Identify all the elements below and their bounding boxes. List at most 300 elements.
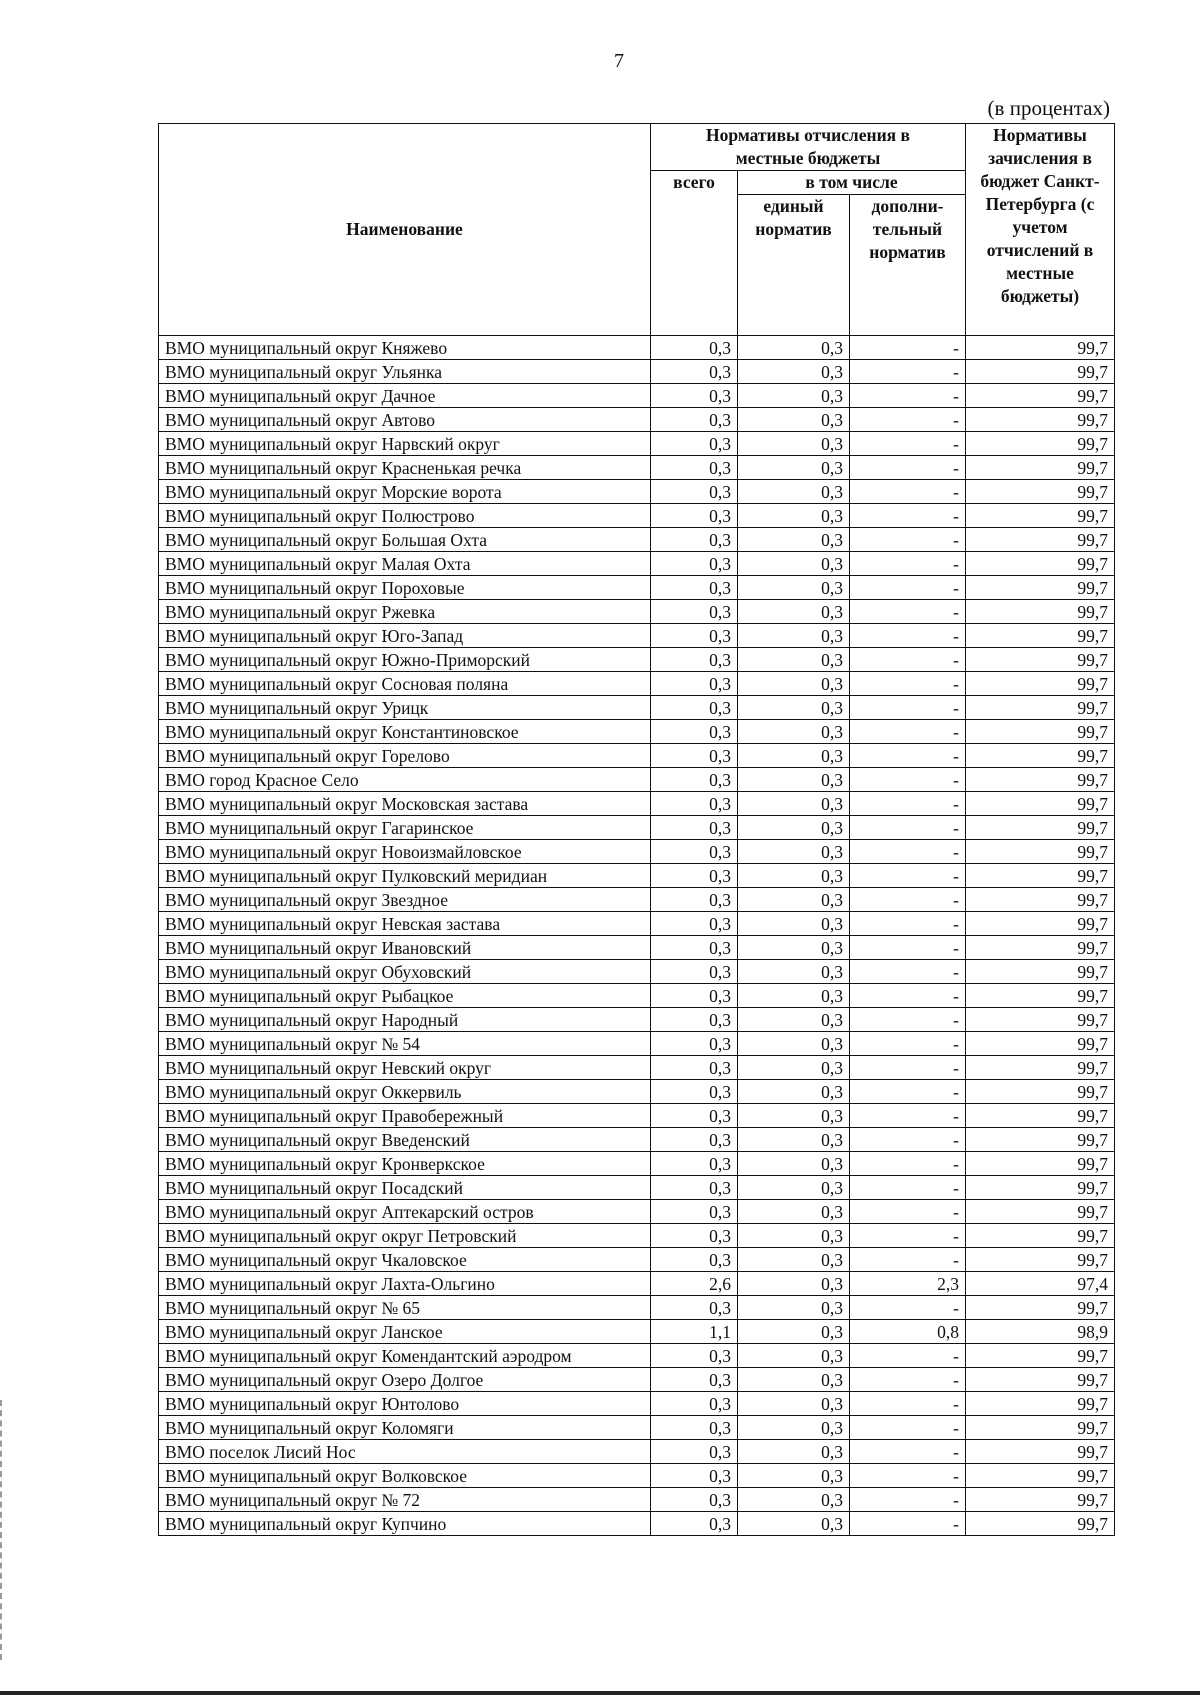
row-city: 98,9	[966, 1320, 1115, 1344]
row-additional: -	[850, 648, 966, 672]
header-single: единый норматив	[738, 195, 850, 336]
row-total: 0,3	[651, 720, 738, 744]
row-additional: 0,8	[850, 1320, 966, 1344]
row-name: ВМО муниципальный округ Обуховский	[159, 960, 651, 984]
table-row	[159, 1320, 1115, 1344]
table-row	[159, 1032, 1115, 1056]
row-city: 99,7	[966, 696, 1115, 720]
table-row	[159, 1512, 1115, 1536]
table-row	[159, 1080, 1115, 1104]
row-additional: -	[850, 1488, 966, 1512]
row-additional: -	[850, 1104, 966, 1128]
row-single: 0,3	[738, 648, 850, 672]
row-city: 99,7	[966, 792, 1115, 816]
table-row	[159, 360, 1115, 384]
row-total: 0,3	[651, 1344, 738, 1368]
row-single: 0,3	[738, 408, 850, 432]
row-total: 0,3	[651, 504, 738, 528]
row-name: ВМО муниципальный округ Константиновское	[159, 720, 651, 744]
row-single: 0,3	[738, 1272, 850, 1296]
row-name: ВМО муниципальный округ Комендантский аэродром	[159, 1344, 651, 1368]
header-city: Нормативы зачисления в бюджет Санкт-Петербурга (с учетом отчислений в местные бюджеты)	[966, 124, 1115, 336]
row-city: 99,7	[966, 1464, 1115, 1488]
table-body	[159, 336, 1115, 1536]
table-row	[159, 1272, 1115, 1296]
table-row	[159, 432, 1115, 456]
row-city: 99,7	[966, 768, 1115, 792]
row-name: ВМО муниципальный округ Полюстрово	[159, 504, 651, 528]
row-total: 0,3	[651, 360, 738, 384]
row-total: 0,3	[651, 552, 738, 576]
row-total: 0,3	[651, 408, 738, 432]
row-name: ВМО город Красное Село	[159, 768, 651, 792]
table-row	[159, 480, 1115, 504]
row-total: 0,3	[651, 480, 738, 504]
row-additional: -	[850, 480, 966, 504]
row-name: ВМО муниципальный округ Посадский	[159, 1176, 651, 1200]
row-city: 99,7	[966, 1344, 1115, 1368]
row-additional: -	[850, 816, 966, 840]
row-single: 0,3	[738, 1392, 850, 1416]
row-total: 0,3	[651, 456, 738, 480]
table-row	[159, 888, 1115, 912]
row-name: ВМО муниципальный округ Юго-Запад	[159, 624, 651, 648]
row-name: ВМО муниципальный округ № 72	[159, 1488, 651, 1512]
row-additional: -	[850, 1344, 966, 1368]
table-row	[159, 792, 1115, 816]
row-name: ВМО муниципальный округ Московская застава	[159, 792, 651, 816]
row-total: 0,3	[651, 528, 738, 552]
table-row	[159, 1440, 1115, 1464]
row-additional: -	[850, 336, 966, 360]
row-total: 2,6	[651, 1272, 738, 1296]
table-row	[159, 1104, 1115, 1128]
row-single: 0,3	[738, 360, 850, 384]
row-additional: -	[850, 1368, 966, 1392]
row-city: 99,7	[966, 672, 1115, 696]
row-single: 0,3	[738, 960, 850, 984]
norms-table	[158, 123, 1115, 1536]
row-city: 99,7	[966, 1056, 1115, 1080]
row-single: 0,3	[738, 624, 850, 648]
table-row	[159, 696, 1115, 720]
row-city: 99,7	[966, 456, 1115, 480]
row-city: 99,7	[966, 1080, 1115, 1104]
row-single: 0,3	[738, 456, 850, 480]
row-name: ВМО муниципальный округ Ржевка	[159, 600, 651, 624]
table-row	[159, 1416, 1115, 1440]
row-total: 0,3	[651, 1248, 738, 1272]
row-total: 0,3	[651, 864, 738, 888]
row-additional: -	[850, 960, 966, 984]
row-name: ВМО муниципальный округ округ Петровский	[159, 1224, 651, 1248]
table-row	[159, 336, 1115, 360]
row-total: 0,3	[651, 1416, 738, 1440]
units-note: (в процентах)	[987, 96, 1110, 120]
row-additional: -	[850, 936, 966, 960]
row-name: ВМО муниципальный округ № 65	[159, 1296, 651, 1320]
row-single: 0,3	[738, 1440, 850, 1464]
row-total: 0,3	[651, 1032, 738, 1056]
row-city: 99,7	[966, 1296, 1115, 1320]
row-total: 0,3	[651, 936, 738, 960]
row-total: 0,3	[651, 648, 738, 672]
row-city: 99,7	[966, 864, 1115, 888]
table-row	[159, 1200, 1115, 1224]
table-row	[159, 672, 1115, 696]
row-total: 0,3	[651, 1152, 738, 1176]
table-row	[159, 1224, 1115, 1248]
row-city: 99,7	[966, 504, 1115, 528]
table-row	[159, 528, 1115, 552]
row-name: ВМО муниципальный округ Аптекарский остров	[159, 1200, 651, 1224]
row-additional: -	[850, 360, 966, 384]
row-city: 99,7	[966, 1200, 1115, 1224]
row-name: ВМО муниципальный округ Оккервиль	[159, 1080, 651, 1104]
table-row	[159, 1056, 1115, 1080]
row-city: 99,7	[966, 1128, 1115, 1152]
row-additional: -	[850, 1128, 966, 1152]
row-name: ВМО муниципальный округ № 54	[159, 1032, 651, 1056]
table-row	[159, 1368, 1115, 1392]
row-city: 99,7	[966, 432, 1115, 456]
row-single: 0,3	[738, 744, 850, 768]
row-city: 99,7	[966, 384, 1115, 408]
table-row	[159, 912, 1115, 936]
row-name: ВМО муниципальный округ Урицк	[159, 696, 651, 720]
row-additional: -	[850, 1224, 966, 1248]
row-name: ВМО муниципальный округ Малая Охта	[159, 552, 651, 576]
row-name: ВМО муниципальный округ Невская застава	[159, 912, 651, 936]
row-single: 0,3	[738, 384, 850, 408]
row-additional: -	[850, 1152, 966, 1176]
row-single: 0,3	[738, 864, 850, 888]
header-including: в том числе	[738, 171, 966, 195]
row-total: 0,3	[651, 1224, 738, 1248]
row-city: 99,7	[966, 1440, 1115, 1464]
row-additional: -	[850, 1416, 966, 1440]
row-additional: -	[850, 624, 966, 648]
row-total: 0,3	[651, 576, 738, 600]
row-name: ВМО муниципальный округ Волковское	[159, 1464, 651, 1488]
row-name: ВМО муниципальный округ Введенский	[159, 1128, 651, 1152]
row-city: 99,7	[966, 1488, 1115, 1512]
row-name: ВМО муниципальный округ Ульянка	[159, 360, 651, 384]
row-total: 0,3	[651, 1008, 738, 1032]
row-total: 0,3	[651, 624, 738, 648]
row-name: ВМО муниципальный округ Рыбацкое	[159, 984, 651, 1008]
row-city: 99,7	[966, 480, 1115, 504]
row-city: 99,7	[966, 912, 1115, 936]
row-total: 0,3	[651, 1128, 738, 1152]
row-additional: -	[850, 1464, 966, 1488]
row-total: 0,3	[651, 888, 738, 912]
table-row	[159, 408, 1115, 432]
table-row	[159, 1344, 1115, 1368]
row-total: 0,3	[651, 840, 738, 864]
row-city: 99,7	[966, 648, 1115, 672]
row-total: 0,3	[651, 984, 738, 1008]
row-single: 0,3	[738, 1248, 850, 1272]
row-city: 99,7	[966, 528, 1115, 552]
row-total: 0,3	[651, 1200, 738, 1224]
row-single: 0,3	[738, 816, 850, 840]
row-single: 0,3	[738, 528, 850, 552]
row-additional: -	[850, 792, 966, 816]
row-additional: -	[850, 1248, 966, 1272]
table-row	[159, 720, 1115, 744]
row-city: 99,7	[966, 816, 1115, 840]
row-total: 0,3	[651, 816, 738, 840]
row-total: 0,3	[651, 768, 738, 792]
row-additional: -	[850, 720, 966, 744]
row-name: ВМО муниципальный округ Пороховые	[159, 576, 651, 600]
row-additional: -	[850, 1392, 966, 1416]
table-row	[159, 1392, 1115, 1416]
row-city: 99,7	[966, 936, 1115, 960]
row-additional: -	[850, 888, 966, 912]
row-total: 0,3	[651, 912, 738, 936]
row-total: 0,3	[651, 1392, 738, 1416]
row-single: 0,3	[738, 696, 850, 720]
row-city: 97,4	[966, 1272, 1115, 1296]
row-single: 0,3	[738, 1104, 850, 1128]
row-city: 99,7	[966, 1512, 1115, 1536]
row-total: 0,3	[651, 1464, 738, 1488]
row-name: ВМО муниципальный округ Новоизмайловское	[159, 840, 651, 864]
row-city: 99,7	[966, 720, 1115, 744]
row-name: ВМО муниципальный округ Сосновая поляна	[159, 672, 651, 696]
row-city: 99,7	[966, 840, 1115, 864]
row-total: 0,3	[651, 1368, 738, 1392]
table-row	[159, 1152, 1115, 1176]
table-row	[159, 384, 1115, 408]
header-name: Наименование	[159, 124, 651, 336]
row-total: 0,3	[651, 384, 738, 408]
row-single: 0,3	[738, 936, 850, 960]
table-row	[159, 864, 1115, 888]
row-city: 99,7	[966, 1176, 1115, 1200]
row-additional: -	[850, 1176, 966, 1200]
row-single: 0,3	[738, 1416, 850, 1440]
table-row	[159, 960, 1115, 984]
row-name: ВМО муниципальный округ Звездное	[159, 888, 651, 912]
row-name: ВМО муниципальный округ Озеро Долгое	[159, 1368, 651, 1392]
row-additional: -	[850, 1512, 966, 1536]
row-single: 0,3	[738, 1176, 850, 1200]
row-additional: -	[850, 600, 966, 624]
row-additional: -	[850, 408, 966, 432]
row-total: 0,3	[651, 336, 738, 360]
row-total: 0,3	[651, 600, 738, 624]
row-name: ВМО муниципальный округ Автово	[159, 408, 651, 432]
row-name: ВМО муниципальный округ Чкаловское	[159, 1248, 651, 1272]
table-header	[159, 124, 1115, 336]
row-additional: -	[850, 552, 966, 576]
row-city: 99,7	[966, 888, 1115, 912]
row-name: ВМО муниципальный округ Коломяги	[159, 1416, 651, 1440]
row-single: 0,3	[738, 1128, 850, 1152]
row-total: 0,3	[651, 672, 738, 696]
row-name: ВМО муниципальный округ Большая Охта	[159, 528, 651, 552]
row-name: ВМО муниципальный округ Ивановский	[159, 936, 651, 960]
row-additional: -	[850, 1008, 966, 1032]
row-single: 0,3	[738, 1368, 850, 1392]
row-additional: -	[850, 1200, 966, 1224]
row-total: 0,3	[651, 1488, 738, 1512]
row-total: 0,3	[651, 960, 738, 984]
row-single: 0,3	[738, 672, 850, 696]
row-additional: -	[850, 1296, 966, 1320]
table-row	[159, 600, 1115, 624]
row-name: ВМО муниципальный округ Красненькая речка	[159, 456, 651, 480]
row-single: 0,3	[738, 1296, 850, 1320]
row-name: ВМО муниципальный округ Народный	[159, 1008, 651, 1032]
row-single: 0,3	[738, 1344, 850, 1368]
row-additional: -	[850, 1056, 966, 1080]
row-additional: -	[850, 840, 966, 864]
row-name: ВМО муниципальный округ Пулковский меридиан	[159, 864, 651, 888]
row-name: ВМО муниципальный округ Лахта-Ольгино	[159, 1272, 651, 1296]
row-city: 99,7	[966, 1008, 1115, 1032]
row-single: 0,3	[738, 1080, 850, 1104]
row-single: 0,3	[738, 552, 850, 576]
scan-bottom-edge	[0, 1691, 1200, 1695]
row-city: 99,7	[966, 360, 1115, 384]
row-single: 0,3	[738, 576, 850, 600]
table-row	[159, 744, 1115, 768]
row-name: ВМО поселок Лисий Нос	[159, 1440, 651, 1464]
row-city: 99,7	[966, 984, 1115, 1008]
row-additional: -	[850, 696, 966, 720]
row-city: 99,7	[966, 744, 1115, 768]
table-row	[159, 552, 1115, 576]
row-city: 99,7	[966, 1104, 1115, 1128]
row-additional: -	[850, 528, 966, 552]
scan-edge-marks	[0, 1400, 5, 1660]
table-row	[159, 1176, 1115, 1200]
row-single: 0,3	[738, 1464, 850, 1488]
row-additional: -	[850, 456, 966, 480]
row-name: ВМО муниципальный округ Горелово	[159, 744, 651, 768]
row-city: 99,7	[966, 1392, 1115, 1416]
table-row	[159, 1128, 1115, 1152]
row-single: 0,3	[738, 1488, 850, 1512]
row-name: ВМО муниципальный округ Дачное	[159, 384, 651, 408]
row-city: 99,7	[966, 1224, 1115, 1248]
table-row	[159, 456, 1115, 480]
row-total: 0,3	[651, 1176, 738, 1200]
row-single: 0,3	[738, 1008, 850, 1032]
row-city: 99,7	[966, 600, 1115, 624]
row-single: 0,3	[738, 768, 850, 792]
row-total: 0,3	[651, 1512, 738, 1536]
row-total: 0,3	[651, 1056, 738, 1080]
row-single: 0,3	[738, 432, 850, 456]
header-additional: дополни-тельный норматив	[850, 195, 966, 336]
row-city: 99,7	[966, 1368, 1115, 1392]
row-single: 0,3	[738, 1152, 850, 1176]
row-additional: 2,3	[850, 1272, 966, 1296]
row-single: 0,3	[738, 888, 850, 912]
row-total: 0,3	[651, 696, 738, 720]
row-additional: -	[850, 672, 966, 696]
row-total: 0,3	[651, 1440, 738, 1464]
row-name: ВМО муниципальный округ Невский округ	[159, 1056, 651, 1080]
row-single: 0,3	[738, 792, 850, 816]
row-single: 0,3	[738, 984, 850, 1008]
row-name: ВМО муниципальный округ Кронверкское	[159, 1152, 651, 1176]
table-row	[159, 504, 1115, 528]
header-local-group: Нормативы отчисления в местные бюджеты	[651, 124, 966, 171]
table-row	[159, 768, 1115, 792]
row-total: 0,3	[651, 1104, 738, 1128]
row-total: 0,3	[651, 1080, 738, 1104]
table-row	[159, 1488, 1115, 1512]
header-total: всего	[651, 171, 738, 336]
table-row	[159, 648, 1115, 672]
row-city: 99,7	[966, 576, 1115, 600]
row-name: ВМО муниципальный округ Ланское	[159, 1320, 651, 1344]
table-row	[159, 984, 1115, 1008]
row-additional: -	[850, 576, 966, 600]
row-name: ВМО муниципальный округ Правобережный	[159, 1104, 651, 1128]
row-single: 0,3	[738, 912, 850, 936]
row-single: 0,3	[738, 840, 850, 864]
table-row	[159, 1296, 1115, 1320]
row-single: 0,3	[738, 336, 850, 360]
row-name: ВМО муниципальный округ Княжево	[159, 336, 651, 360]
row-additional: -	[850, 744, 966, 768]
row-single: 0,3	[738, 504, 850, 528]
row-total: 0,3	[651, 744, 738, 768]
row-total: 0,3	[651, 432, 738, 456]
row-additional: -	[850, 768, 966, 792]
table-row	[159, 624, 1115, 648]
row-single: 0,3	[738, 1200, 850, 1224]
row-additional: -	[850, 1080, 966, 1104]
row-city: 99,7	[966, 1248, 1115, 1272]
row-total: 1,1	[651, 1320, 738, 1344]
row-name: ВМО муниципальный округ Юнтолово	[159, 1392, 651, 1416]
row-single: 0,3	[738, 1224, 850, 1248]
row-single: 0,3	[738, 600, 850, 624]
row-name: ВМО муниципальный округ Нарвский округ	[159, 432, 651, 456]
row-additional: -	[850, 432, 966, 456]
row-city: 99,7	[966, 960, 1115, 984]
row-city: 99,7	[966, 552, 1115, 576]
row-additional: -	[850, 1440, 966, 1464]
row-city: 99,7	[966, 1152, 1115, 1176]
table-row	[159, 816, 1115, 840]
row-city: 99,7	[966, 408, 1115, 432]
table-row	[159, 1008, 1115, 1032]
row-name: ВМО муниципальный округ Южно-Приморский	[159, 648, 651, 672]
row-single: 0,3	[738, 1032, 850, 1056]
table-row	[159, 1248, 1115, 1272]
table-row	[159, 840, 1115, 864]
row-name: ВМО муниципальный округ Гагаринское	[159, 816, 651, 840]
row-single: 0,3	[738, 1512, 850, 1536]
row-single: 0,3	[738, 720, 850, 744]
row-additional: -	[850, 504, 966, 528]
row-name: ВМО муниципальный округ Купчино	[159, 1512, 651, 1536]
page-number: 7	[614, 50, 624, 72]
row-city: 99,7	[966, 1032, 1115, 1056]
row-additional: -	[850, 984, 966, 1008]
table-row	[159, 936, 1115, 960]
row-additional: -	[850, 864, 966, 888]
